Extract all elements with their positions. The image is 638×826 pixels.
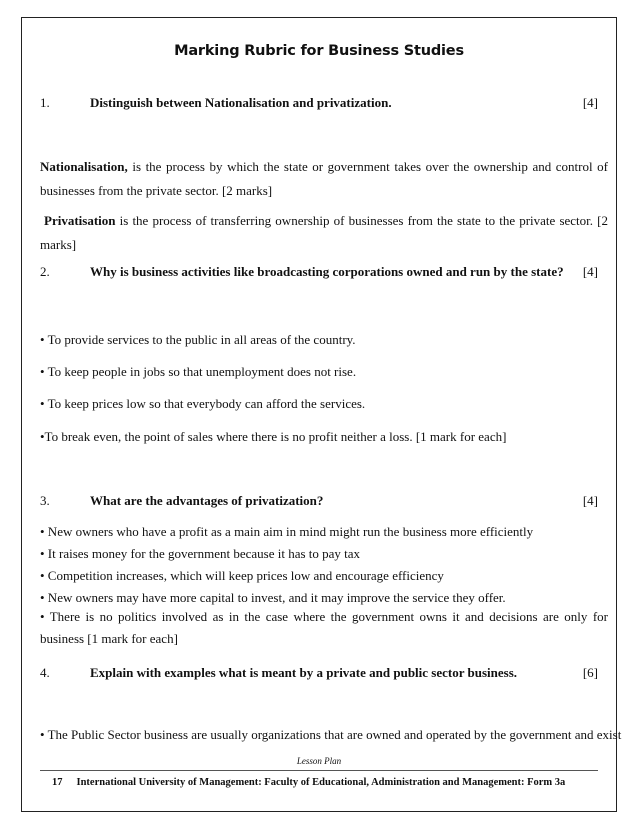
page-number: 17 xyxy=(52,777,63,788)
answer-line: • The Public Sector business are usually organizations that are owned and operated by the government and exist xyxy=(40,727,622,742)
answer-line: • Competition increases, which will keep prices low and encourage efficiency xyxy=(40,568,444,583)
question-marks: [6] xyxy=(582,665,598,680)
term: Nationalisation, xyxy=(40,159,128,174)
answer-line: • New owners may have more capital to invest, and it may improve the service they offer. xyxy=(40,590,506,605)
document-page xyxy=(21,17,622,812)
privatisation-answer xyxy=(40,209,608,257)
answer-paragraph: • There is no politics involved as in the case where the government owns it and decisions are only for business [1 mark for each] xyxy=(40,609,608,646)
question-marks: [4] xyxy=(582,493,598,508)
question-text: Why is business activities like broadcasting corporations owned and run by the state? xyxy=(90,264,564,279)
footer-text: International University of Management: Faculty of Educational, Administration and Management: Form 3a xyxy=(76,777,566,788)
question-text: What are the advantages of privatization? xyxy=(90,493,324,508)
answer-line: • To provide services to the public in all areas of the country. xyxy=(40,332,356,347)
question-text: Distinguish between Nationalisation and privatization. xyxy=(90,95,392,110)
footer-divider xyxy=(40,770,598,771)
question-text: Explain with examples what is meant by a private and public sector business. xyxy=(90,665,518,680)
question-number: 3. xyxy=(40,493,50,508)
answer-line: • To keep prices low so that everybody can afford the services. xyxy=(40,396,366,411)
term: Privatisation xyxy=(44,213,116,228)
page-title: Marking Rubric for Business Studies xyxy=(174,43,464,59)
question-number: 1. xyxy=(40,95,50,110)
answer-line: •To break even, the point of sales where there is no profit neither a loss. [1 mark for each] xyxy=(40,429,507,444)
definition: is the process of transferring ownership of businesses from the state to the private sector. [2 marks] xyxy=(40,213,608,252)
question-marks: [4] xyxy=(582,95,598,110)
nationalisation-answer xyxy=(40,155,608,203)
answer-line: • New owners who have a profit as a main aim in mind might run the business more efficiently xyxy=(40,524,534,539)
answer-line: • It raises money for the government because it has to pay tax xyxy=(40,546,361,561)
definition: is the process by which the state or government takes over the ownership and control of businesses from the private sector. [2 marks] xyxy=(40,159,608,198)
question-marks: [4] xyxy=(582,264,598,279)
footer-lesson-plan: Lesson Plan xyxy=(296,756,342,766)
question-number: 4. xyxy=(40,665,50,680)
page-footer xyxy=(52,777,565,788)
answer-line: • To keep people in jobs so that unemployment does not rise. xyxy=(40,364,357,379)
question-number: 2. xyxy=(40,264,50,279)
